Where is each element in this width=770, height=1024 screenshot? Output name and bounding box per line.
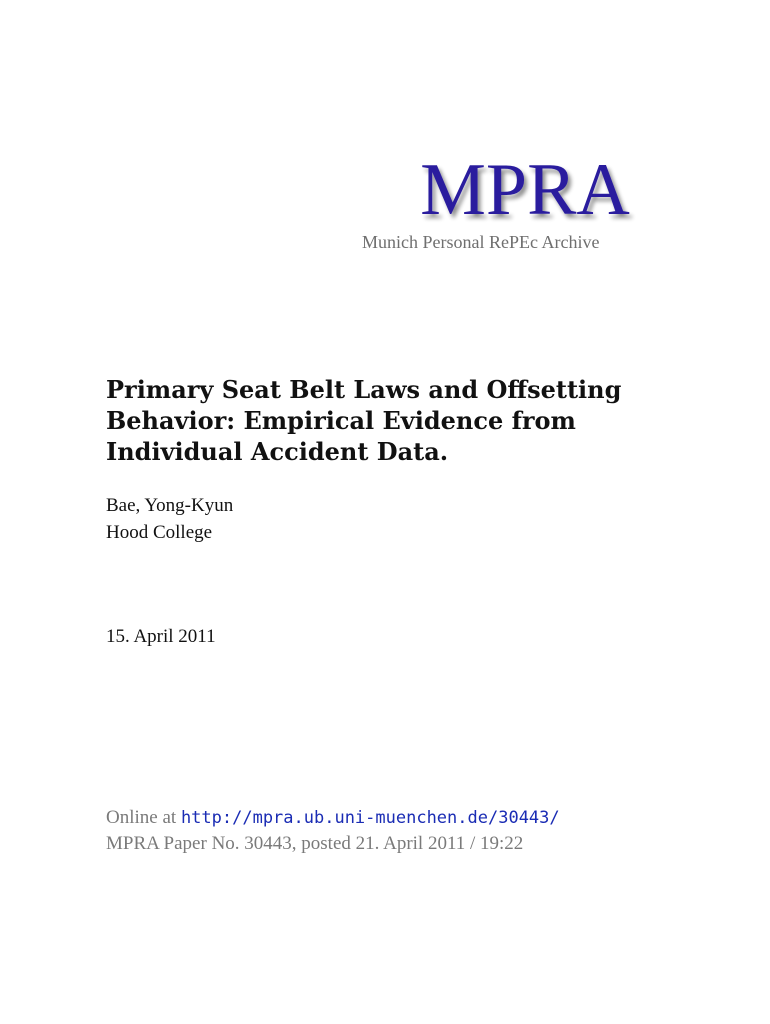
online-prefix: Online at	[106, 807, 177, 828]
online-line	[106, 807, 560, 829]
paper-url-link[interactable]: http://mpra.ub.uni-muenchen.de/30443/	[180, 808, 560, 828]
mpra-logo-mark	[395, 150, 655, 230]
publication-date: 15. April 2011	[106, 626, 216, 647]
title-line: Behavior: Empirical Evidence from	[106, 406, 576, 435]
author-affiliation: Hood College	[106, 522, 213, 543]
paper-title	[106, 374, 666, 467]
title-line: Individual Accident Data.	[106, 437, 449, 466]
logo-subtitle: Munich Personal RePEc Archive	[362, 232, 600, 252]
paper-info: MPRA Paper No. 30443, posted 21. April 2011 / 19:22	[106, 833, 524, 854]
mpra-logo	[340, 150, 670, 260]
mpra-logo-text: MPRA	[420, 150, 630, 230]
title-line: Primary Seat Belt Laws and Offsetting	[106, 375, 622, 404]
author-name: Bae, Yong-Kyun	[106, 495, 234, 516]
